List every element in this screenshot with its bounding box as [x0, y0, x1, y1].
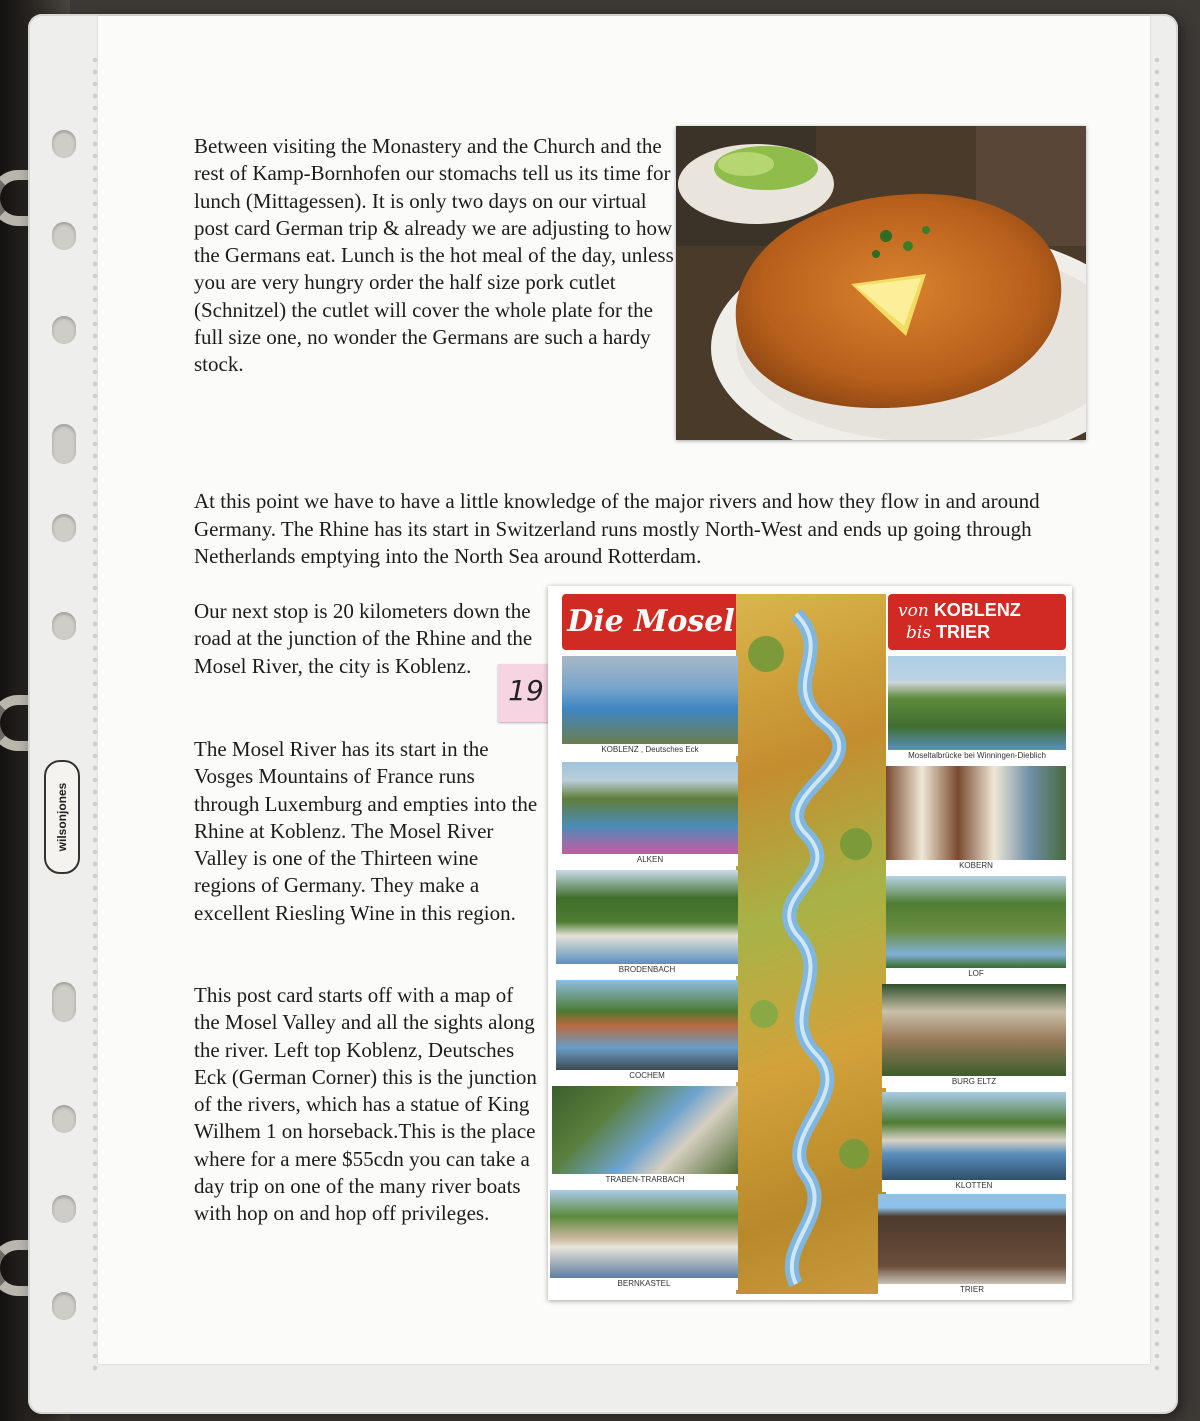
postcard-tile-brodenbach: BRODENBACH	[556, 870, 738, 976]
postcard-tile-lof: LOF	[886, 876, 1066, 980]
postcard-tile-koblenz: KOBLENZ , Deutsches Eck	[562, 656, 738, 756]
sleeve-brand-logo: wilsonjones	[44, 760, 80, 874]
postcard-title-right: von KOBLENZ bis TRIER	[888, 594, 1066, 650]
sleeve-right-seam	[1150, 54, 1164, 1374]
punch-hole	[52, 1292, 76, 1320]
postcard-tile-burg-eltz: BURG ELTZ	[882, 984, 1066, 1088]
punch-hole	[52, 222, 76, 250]
postcard-title-left: Die Mosel	[562, 594, 740, 650]
schnitzel-image	[676, 126, 1086, 440]
paragraph-mosel: The Mosel River has its start in the Vosges Mountains of France runs through Luxemburg and empties into the Rhine at Koblenz. The Mosel River Valley is one of the Thirteen wine regions of Germany. They make a excellent Riesling Wine in this region.	[194, 737, 538, 925]
paragraph-postcard-description: This post card starts off with a map of the Mosel Valley and all the sights along the river. Left top Koblenz, Deutsches Eck (German Corner) this is the junction of the rivers, which has a statue of King Wilhem 1 on horseback.This is the place where for a mere $55cdn you can take a day trip on one of the many river boats with hop on and hop off privileges.	[194, 983, 537, 1226]
postcard-tile-trier: TRIER	[878, 1194, 1066, 1296]
postcard-tile-traben-trarbach: TRABEN-TRARBACH	[552, 1086, 738, 1186]
punch-hole	[52, 316, 76, 344]
paragraph-rivers: At this point we have to have a little knowledge of the major rivers and how they flow in and around Germany. The Rhine has its start in Switzerland runs mostly North-West and ends up going through Netherlands emptying into the North Sea around Rotterdam.	[194, 489, 1040, 568]
postcard-tile-alken: ALKEN	[562, 762, 738, 866]
mosel-postcard	[548, 586, 1072, 1300]
schnitzel-photo	[676, 126, 1086, 440]
punch-hole	[52, 514, 76, 542]
punch-hole	[52, 1195, 76, 1223]
postcard-tile-cochem: COCHEM	[556, 980, 738, 1082]
postcard-tile-kobern: KOBERN	[886, 766, 1066, 872]
punch-hole	[52, 424, 76, 464]
punch-hole	[52, 612, 76, 640]
postcard-tile-bernkastel: BERNKASTEL	[550, 1190, 738, 1290]
punch-hole	[52, 1105, 76, 1133]
punch-hole	[52, 130, 76, 158]
postcard-tile-moseltalbruecke: Moseltalbrücke bei Winningen-Dieblich	[888, 656, 1066, 762]
paragraph-lunch: Between visiting the Monastery and the Church and the rest of Kamp-Bornhofen our stomachs tell us its time for lunch (Mittagessen). It is only two days on our virtual post card German trip & already we are adjusting to how the Germans eat. Lunch is the hot meal of the day, unless you are very hungry order the half size pork cutlet (Schnitzel) the cutlet will cover the whole plate for the full size one, no wonder the Germans are such a hardy stock.	[194, 134, 674, 377]
punch-hole	[52, 982, 76, 1022]
river-map-image	[736, 594, 886, 1294]
postcard-tile-klotten: KLOTTEN	[882, 1092, 1066, 1192]
paragraph-next-stop: Our next stop is 20 kilometers down the road at the junction of the Rhine and the Mosel River, the city is Koblenz.	[194, 599, 533, 678]
page-number-sticker: 19	[498, 664, 554, 722]
mosel-valley-map	[736, 594, 886, 1294]
